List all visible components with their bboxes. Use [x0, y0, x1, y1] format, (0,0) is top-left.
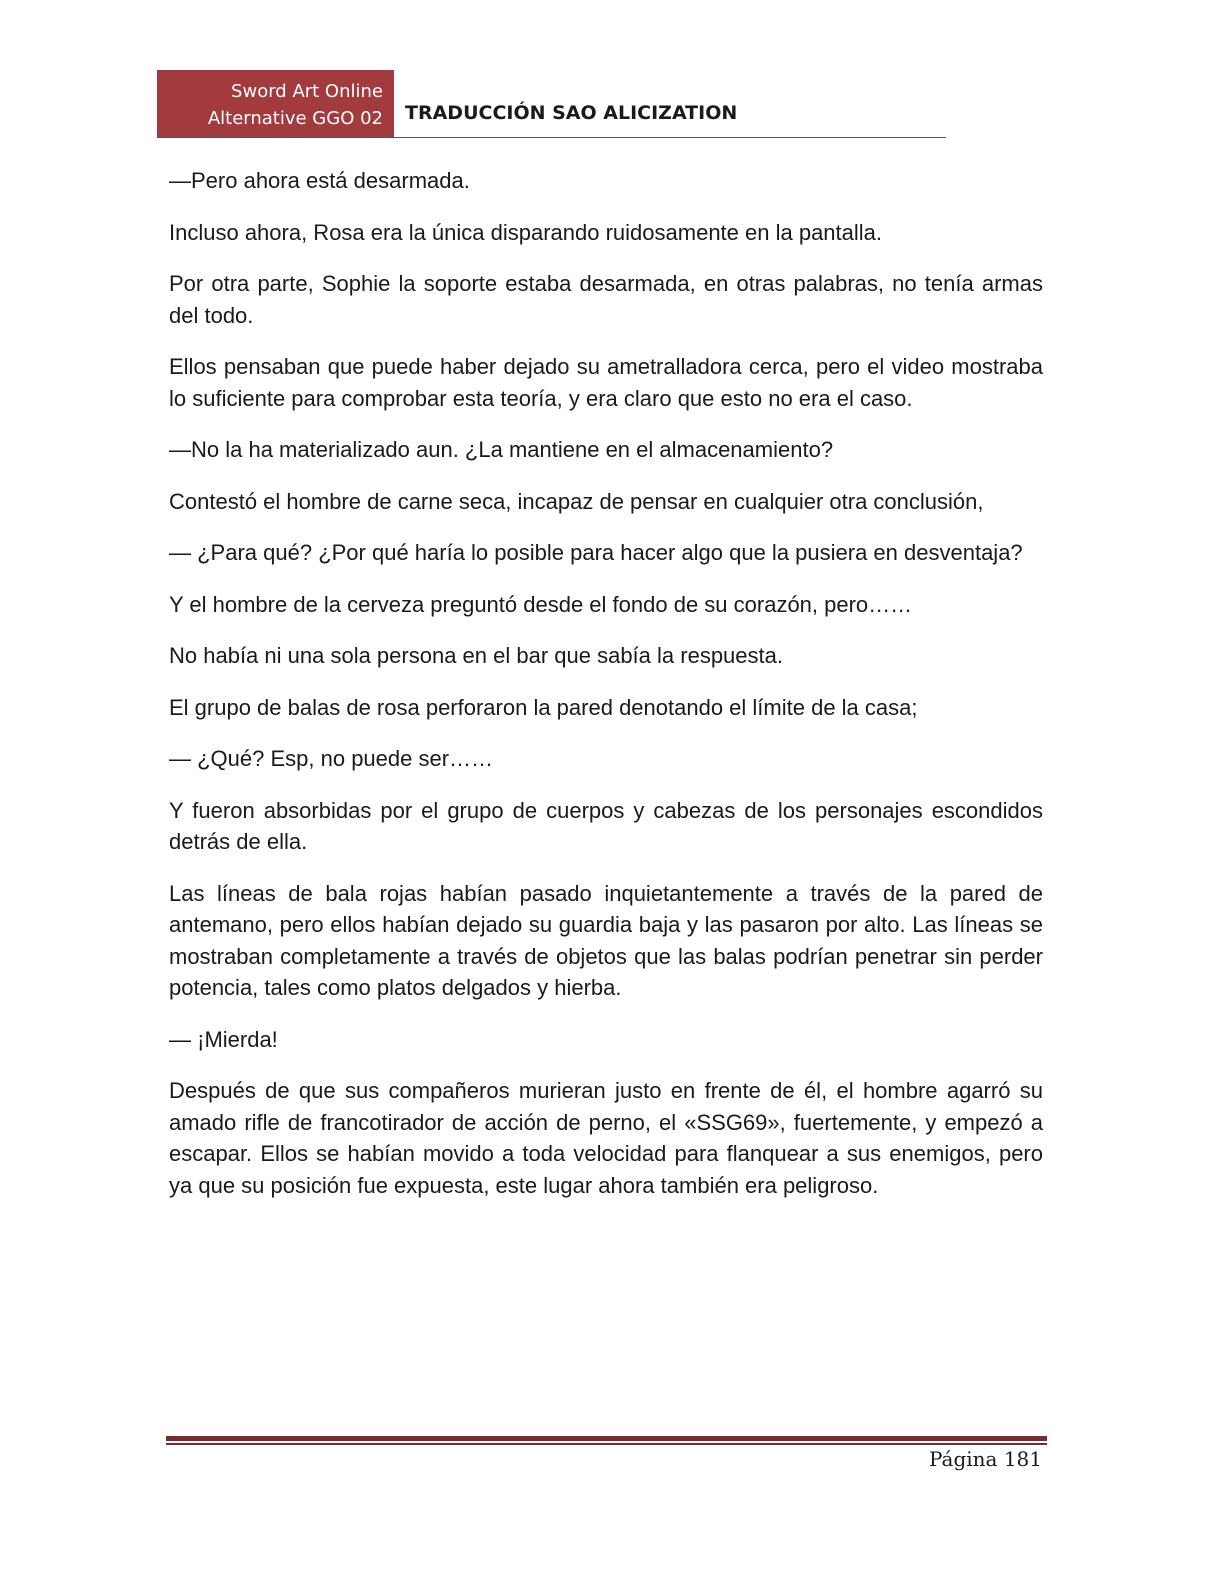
page-body	[169, 165, 1043, 1221]
paragraph: Incluso ahora, Rosa era la única disparando ruidosamente en la pantalla.	[169, 219, 883, 245]
paragraph: — ¿Qué? Esp, no puede ser……	[169, 746, 494, 771]
page-number: Página 181	[928, 1447, 1042, 1471]
paragraph: Contestó el hombre de carne seca, incapaz de pensar en cualquier otra conclusión,	[169, 488, 984, 514]
header-title: TRADUCCIÓN SAO ALICIZATION	[405, 102, 738, 124]
footer-divider-thin	[166, 1443, 1047, 1445]
paragraph: El grupo de balas de rosa perforaron la pared denotando el límite de la casa;	[169, 694, 918, 720]
paragraph: Las líneas de bala rojas habían pasado inquietantemente a través de la pared de antemano, pero ellos habían dejado su guardia baja y las pasaron por alto. Las líneas se mostraban completamente a través de objetos que las balas podrían penetrar sin perder potencia, tales como platos delgados y hierba.	[169, 880, 1043, 1000]
paragraph: Después de que sus compañeros murieran justo en frente de él, el hombre agarró su amado rifle de francotirador de acción de perno, el «SSG69», fuertemente, y empezó a escapar. Ellos se habían movido a toda velocidad para flanquear a sus enemigos, pero ya que su posición fue expuesta, este lugar ahora también era peligroso.	[169, 1078, 1043, 1198]
paragraph: Y el hombre de la cerveza preguntó desde el fondo de su corazón, pero……	[169, 591, 913, 617]
paragraph: — ¡Mierda!	[169, 1026, 278, 1052]
paragraph: —No la ha materializado aun. ¿La mantiene en el almacenamiento?	[169, 437, 834, 462]
header-divider	[157, 137, 946, 138]
series-badge-line1: Sword Art Online	[231, 81, 383, 102]
series-badge-line2: Alternative GGO 02	[207, 108, 383, 129]
paragraph: —Pero ahora está desarmada.	[169, 168, 470, 193]
paragraph: Por otra parte, Sophie la soporte estaba desarmada, en otras palabras, no tenía armas del todo.	[169, 271, 1043, 328]
paragraph: No había ni una sola persona en el bar que sabía la respuesta.	[169, 643, 783, 668]
paragraph: Ellos pensaban que puede haber dejado su ametralladora cerca, pero el video mostraba lo suficiente para comprobar esta teoría, y era claro que esto no era el caso.	[169, 354, 1043, 411]
footer-divider-thick	[166, 1436, 1047, 1441]
paragraph: Y fueron absorbidas por el grupo de cuerpos y cabezas de los personajes escondidos detrás de ella.	[169, 797, 1043, 854]
series-badge	[157, 70, 394, 138]
paragraph: — ¿Para qué? ¿Por qué haría lo posible para hacer algo que la pusiera en desventaja?	[169, 540, 1023, 565]
